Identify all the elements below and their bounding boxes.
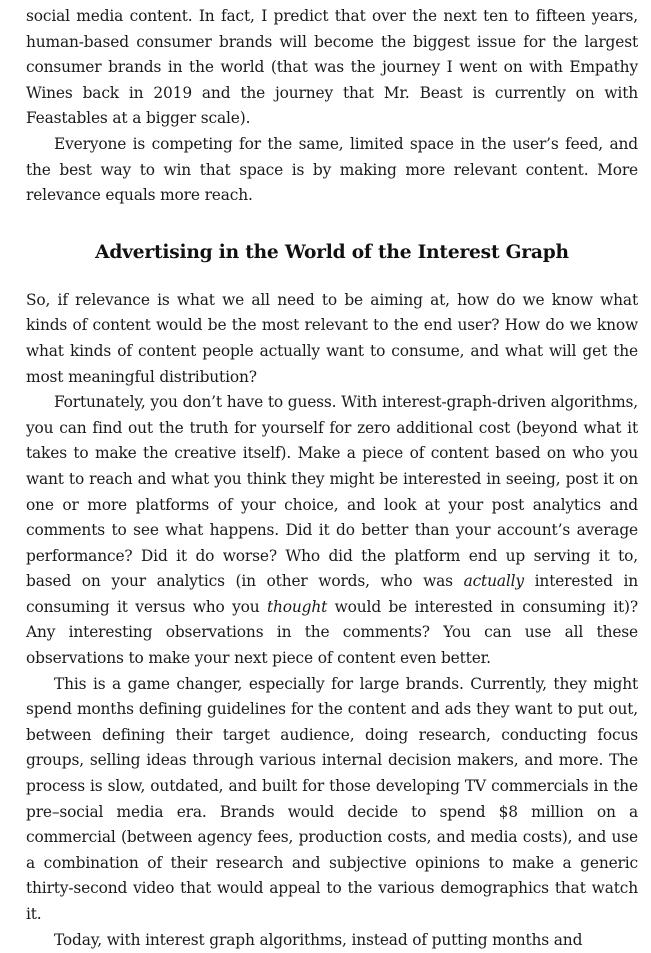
paragraph-game-changer: This is a game changer, especially for large brands. Currently, they might spend months defining guidelines for the content and ads they want to put out, between defining their target audience, doing research, conducting focus groups, selling ideas through various internal decision makers, and more. The process is slow, outdated, and built for those developing TV commercials in the pre–social media era. Brands would decide to spend $8 million on a commercial (between agency fees, production costs, and media costs), and use a combination of their research and subjective opinions to make a generic thirty-second video that would appeal to the various demographics that watch it. — [26, 674, 638, 923]
paragraph-relevance: Everyone is competing for the same, limited space in the user’s feed, and the best way to win that space is by making more relevant content. More relevance equals more reach. — [26, 134, 638, 205]
emphasis-actually: actually — [463, 572, 524, 591]
paragraph-continuation: social media content. In fact, I predict that over the next ten to fifteen years, human-based consumer brands will become the biggest issue for the largest consumer brands in the world (that was the journey I went on with Empathy Wines back in 2019 and the journey that Mr. Beast is currently on with Feastables at a bigger scale). — [26, 7, 638, 128]
text-run: would be interested in consuming it)? Any interesting observations in the comments? You can use all these observations to make your next piece of content even better. — [26, 597, 638, 668]
paragraph-fortunately — [26, 390, 638, 672]
paragraph-intro: So, if relevance is what we all need to be aiming at, how do we know what kinds of content would be the most relevant to the end user? How do we know what kinds of content people actually want to consume, and what will get the most meaningful distribution? — [26, 290, 638, 386]
emphasis-thought: thought — [266, 597, 328, 616]
paragraph-today: Today, with interest graph algorithms, instead of putting months and — [54, 930, 583, 949]
book-page — [26, 4, 638, 953]
section-heading: Advertising in the World of the Interest Graph — [95, 241, 569, 263]
text-run: interested in consuming it versus who you — [26, 572, 639, 616]
text-run: Fortunately, you don’t have to guess. With interest-graph-driven algorithms, you can find out the truth for yourself for zero additional cost (beyond what it takes to make the creative itself). Make a piece of content based on who you want to reach and what you think they might be interested in seeing, post it on one or more platforms of your choice, and look at your post analytics and comments to see what happens. Did it do better than your account’s average performance? Did it do worse? Who did the platform end up serving it to, based on your analytics (in other words, who was — [26, 393, 638, 591]
